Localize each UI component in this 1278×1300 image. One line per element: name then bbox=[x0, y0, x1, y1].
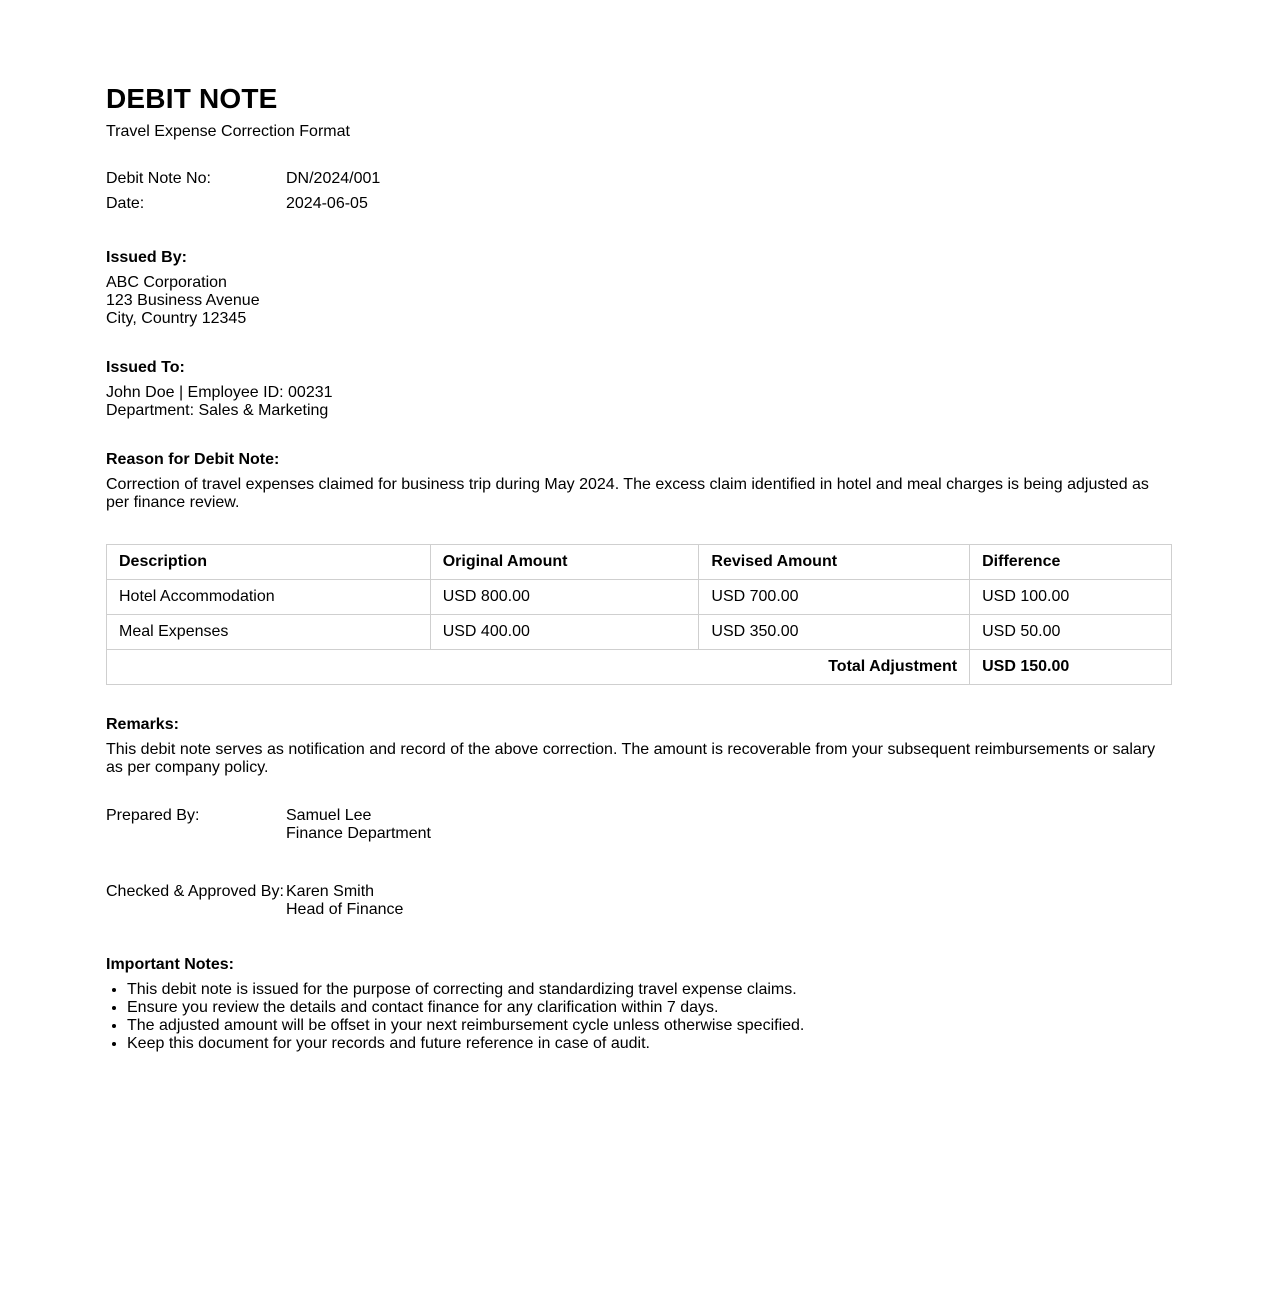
table-total-row bbox=[107, 650, 1172, 685]
column-header-description: Description bbox=[107, 545, 431, 580]
important-notes-list bbox=[106, 981, 1172, 1053]
column-header-revised-amount: Revised Amount bbox=[699, 545, 970, 580]
approved-by-label: Checked & Approved By: bbox=[106, 883, 284, 900]
issued-to-details bbox=[106, 384, 1172, 420]
column-header-original-amount: Original Amount bbox=[430, 545, 699, 580]
prepared-by-role: Finance Department bbox=[286, 825, 431, 842]
issued-by-address bbox=[106, 274, 1172, 328]
date-label: Date: bbox=[106, 195, 145, 212]
issued-by-section bbox=[106, 248, 1172, 328]
approved-by-name: Karen Smith bbox=[286, 883, 375, 900]
list-item: • The adjusted amount will be offset in your next reimbursement cycle unless otherwise specified. bbox=[127, 1017, 1172, 1035]
cell-difference: USD 50.00 bbox=[970, 615, 1172, 650]
issued-to-section bbox=[106, 358, 1172, 420]
list-item: • Ensure you review the details and contact finance for any clarification within 7 days. bbox=[127, 999, 1172, 1017]
issued-to-line: Department: Sales & Marketing bbox=[106, 402, 329, 419]
page-subtitle: Travel Expense Correction Format bbox=[106, 123, 350, 140]
reason-heading: Reason for Debit Note: bbox=[106, 451, 280, 468]
reason-text: Correction of travel expenses claimed for business trip during May 2024. The excess claim identified in hotel and meal charges is being adjusted as per finance review. bbox=[106, 476, 1149, 511]
cell-description: Hotel Accommodation bbox=[107, 580, 431, 615]
issued-by-line: City, Country 12345 bbox=[106, 310, 247, 327]
cell-revised-amount: USD 350.00 bbox=[699, 615, 970, 650]
prepared-by-block bbox=[106, 807, 1172, 843]
total-adjustment-value: USD 150.00 bbox=[970, 650, 1172, 685]
list-item: • This debit note is issued for the purpose of correcting and standardizing travel expense claims. bbox=[127, 981, 1172, 999]
table-row bbox=[107, 615, 1172, 650]
note-number-label: Debit Note No: bbox=[106, 170, 211, 187]
date-value: 2024-06-05 bbox=[286, 195, 368, 212]
issued-by-line: 123 Business Avenue bbox=[106, 292, 260, 309]
issued-by-heading: Issued By: bbox=[106, 249, 187, 266]
reason-section bbox=[106, 450, 1172, 512]
remarks-section bbox=[106, 715, 1172, 777]
note-number-value: DN/2024/001 bbox=[286, 170, 381, 187]
meta-row-date bbox=[106, 191, 1172, 216]
important-notes-section bbox=[106, 955, 1172, 1053]
debit-note-document bbox=[106, 82, 1172, 1053]
remarks-heading: Remarks: bbox=[106, 716, 179, 733]
prepared-by-label: Prepared By: bbox=[106, 807, 200, 824]
approved-by-details bbox=[286, 883, 403, 919]
remarks-text: This debit note serves as notification and record of the above correction. The amount is recoverable from your subsequent reimbursements or salary as per company policy. bbox=[106, 741, 1156, 776]
table-row bbox=[107, 580, 1172, 615]
cell-original-amount: USD 400.00 bbox=[430, 615, 699, 650]
approved-by-role: Head of Finance bbox=[286, 901, 404, 918]
note-meta bbox=[106, 166, 1172, 216]
cell-revised-amount: USD 700.00 bbox=[699, 580, 970, 615]
important-notes-heading: Important Notes: bbox=[106, 956, 234, 973]
column-header-difference: Difference bbox=[970, 545, 1172, 580]
cell-difference: USD 100.00 bbox=[970, 580, 1172, 615]
cell-original-amount: USD 800.00 bbox=[430, 580, 699, 615]
issued-by-line: ABC Corporation bbox=[106, 274, 227, 291]
meta-row-number bbox=[106, 166, 1172, 191]
adjustment-table bbox=[106, 544, 1172, 685]
table-header-row bbox=[107, 545, 1172, 580]
issued-to-heading: Issued To: bbox=[106, 359, 185, 376]
approved-by-block bbox=[106, 883, 1172, 919]
issued-to-line: John Doe | Employee ID: 00231 bbox=[106, 384, 333, 401]
prepared-by-details bbox=[286, 807, 431, 843]
prepared-by-name: Samuel Lee bbox=[286, 807, 372, 824]
page-title: DEBIT NOTE bbox=[106, 83, 278, 114]
total-adjustment-label: Total Adjustment bbox=[107, 650, 970, 685]
cell-description: Meal Expenses bbox=[107, 615, 431, 650]
list-item: • Keep this document for your records and future reference in case of audit. bbox=[127, 1035, 1172, 1053]
